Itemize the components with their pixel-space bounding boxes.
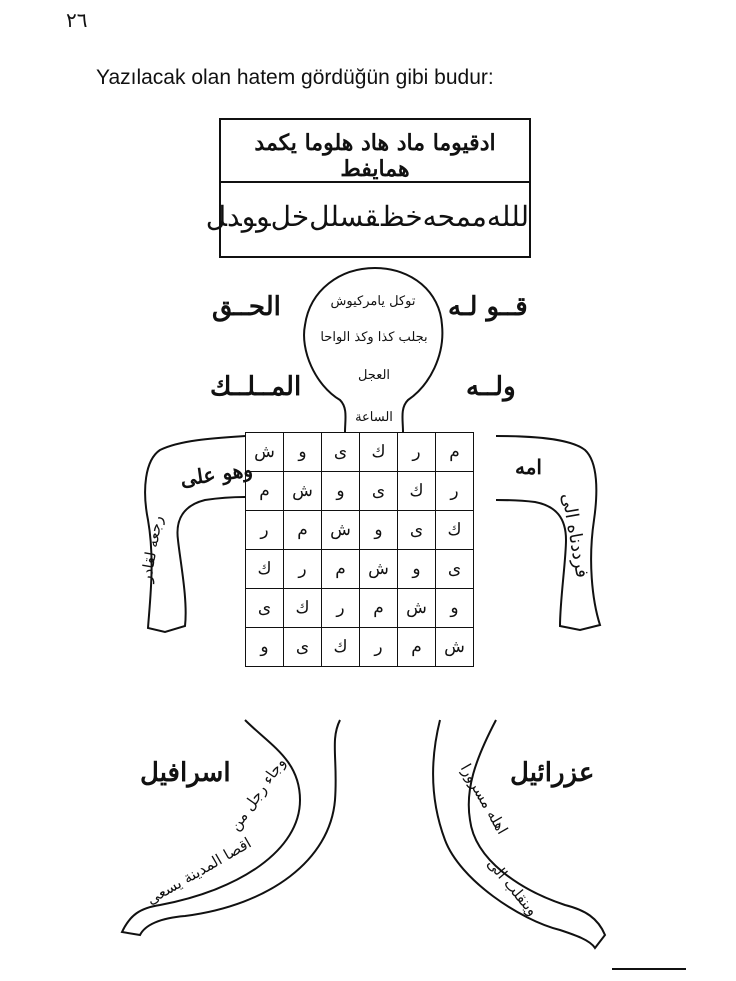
grid-cell: ر [398, 433, 436, 472]
grid-cell: ر [284, 550, 322, 589]
letter-grid [245, 432, 474, 667]
left-arm-text-1: وهو على [178, 457, 255, 491]
grid-cell: ش [322, 511, 360, 550]
grid-cell: ى [436, 550, 474, 589]
grid-cell: ى [322, 433, 360, 472]
left-leg-text-1: وجاء رجل من [225, 754, 290, 834]
grid-cell: و [284, 433, 322, 472]
grid-cell: و [322, 472, 360, 511]
grid-cell: و [360, 511, 398, 550]
right-arm-text-1: امه [515, 455, 542, 479]
grid-cell: ر [360, 628, 398, 667]
grid-cell: ر [436, 472, 474, 511]
right-arm-text-2: فرددناه الى [557, 491, 593, 580]
caption: Yazılacak olan hatem gördüğün gibi budur: [96, 66, 494, 89]
grid-cell: ك [284, 589, 322, 628]
grid-cell: ى [284, 628, 322, 667]
grid-cell: و [398, 550, 436, 589]
left-leg-text-2: اقصا المدينة يسعى [143, 833, 255, 909]
grid-cell: ى [246, 589, 284, 628]
grid-cell: م [246, 472, 284, 511]
grid-cell: ش [360, 550, 398, 589]
head-text-3: العجل [357, 368, 391, 383]
head-text-2: بجلب كذا وكذ الواحا [320, 330, 428, 345]
grid-row [246, 433, 474, 472]
grid-cell: ى [398, 511, 436, 550]
grid-cell: م [360, 589, 398, 628]
grid-row [246, 628, 474, 667]
grid-cell: ك [398, 472, 436, 511]
label-israfil: اسرافيل [140, 758, 231, 788]
grid-cell: ك [360, 433, 398, 472]
grid-row [246, 589, 474, 628]
right-leg-text-2: وينقلب الى [483, 854, 542, 920]
label-qawluhu: قــو لـه [448, 292, 528, 322]
page-number: ٢٦ [66, 8, 88, 32]
grid-cell: م [398, 628, 436, 667]
grid-cell: ك [322, 628, 360, 667]
grid-cell: ر [322, 589, 360, 628]
header-box-text: ادقيوما ماد هاد هلوما يكمد همايفط [254, 130, 496, 182]
grid-cell: م [284, 511, 322, 550]
grid-row [246, 550, 474, 589]
grid-cell: ش [398, 589, 436, 628]
header-box-seals: ﻟﻠﻠﻪﻣﻤﺤﻪﺧﻆﻘﺴﻠﻞﺧﻞﻮﻮﺪﻞ [205, 200, 529, 233]
grid-row [246, 472, 474, 511]
grid-cell: ش [284, 472, 322, 511]
label-wa-lahu: ولــه [466, 372, 516, 402]
grid-cell: م [322, 550, 360, 589]
grid-cell: ى [360, 472, 398, 511]
right-leg-text-1: اهله مسرورا [456, 760, 512, 838]
left-arm-text-2: رجعه لقادر [136, 514, 167, 584]
footer-rule [612, 968, 686, 970]
right-leg-outline [433, 720, 605, 948]
head-text-1: توكل يامركيوش [330, 294, 416, 309]
head-outline [304, 268, 442, 432]
label-azrail: عزرائيل [510, 758, 595, 788]
grid-cell: ك [436, 511, 474, 550]
head-text-4: الساعة [355, 410, 393, 425]
grid-cell: ر [246, 511, 284, 550]
grid-cell: ش [436, 628, 474, 667]
label-al-mulk: المــلــك [210, 372, 302, 402]
grid-cell: ش [246, 433, 284, 472]
grid-cell: م [436, 433, 474, 472]
grid-cell: و [246, 628, 284, 667]
grid-row [246, 511, 474, 550]
grid-cell: ك [246, 550, 284, 589]
grid-cell: و [436, 589, 474, 628]
label-al-haqq: الحــق [212, 292, 281, 322]
